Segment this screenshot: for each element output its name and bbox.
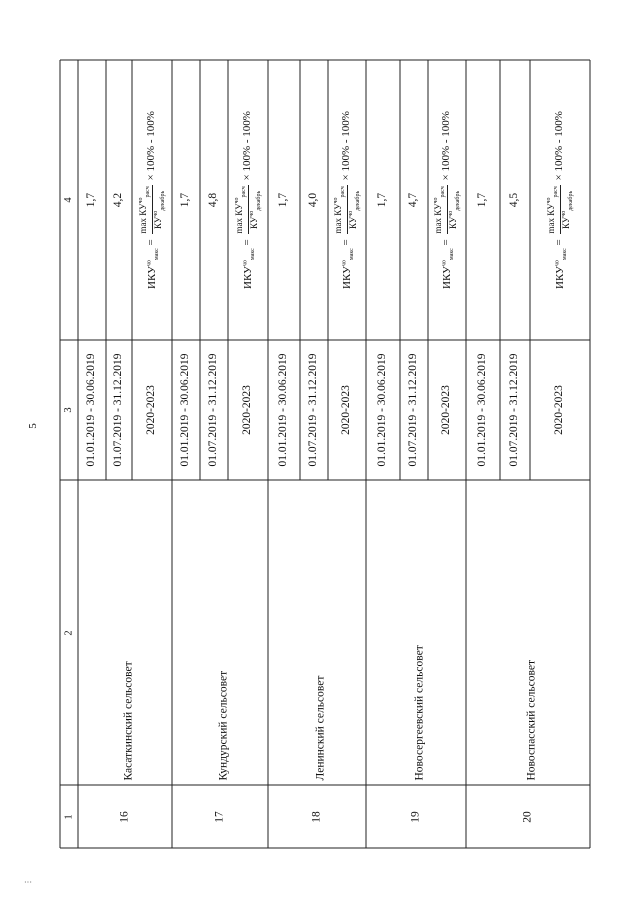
row-number-16: 16 xyxy=(118,810,131,823)
formula-cell xyxy=(228,60,268,340)
index-value: 1,7 xyxy=(179,192,192,208)
index-value: 1,7 xyxy=(376,192,389,208)
formula: $ИКУ^{чо}_{макс}$ = $\max КУ^{чо}_{расч}$ $КУ^{чо}_{декабрь}$ × 100% - 100% xyxy=(138,111,166,289)
municipality-name: Кундурский сельсовет xyxy=(217,670,230,780)
period-cell: 01.07.2019 - 31.12.2019 xyxy=(407,353,420,467)
formula-cell xyxy=(328,60,366,340)
period-cell: 01.01.2019 - 30.06.2019 xyxy=(277,353,290,467)
header-cell-2: 2 xyxy=(62,629,74,636)
page-number: 5 xyxy=(27,423,39,429)
formula: $ИКУ^{чо}_{макс}$ = $\max КУ^{чо}_{расч}$ $КУ^{чо}_{декабрь}$ × 100% - 100% xyxy=(433,111,461,289)
formula: $ИКУ^{чо}_{макс}$ = $\max КУ^{чо}_{расч}$ $КУ^{чо}_{декабрь}$ × 100% - 100% xyxy=(234,111,262,289)
index-value: 1,7 xyxy=(85,192,98,208)
header-cell-4: 4 xyxy=(62,197,74,203)
formula-cell xyxy=(530,60,590,340)
row-number-17: 17 xyxy=(213,810,226,823)
period-cell: 01.07.2019 - 31.12.2019 xyxy=(508,353,521,467)
row-number-19: 19 xyxy=(409,810,422,823)
index-value: 4,7 xyxy=(407,192,420,208)
period-cell: 2020-2023 xyxy=(241,385,254,435)
municipality-name: Новоспасский сельсовет xyxy=(525,659,538,780)
period-cell: 01.07.2019 - 31.12.2019 xyxy=(307,353,320,467)
formula: $ИКУ^{чо}_{макс}$ = $\max КУ^{чо}_{расч}$ $КУ^{чо}_{декабрь}$ × 100% - 100% xyxy=(546,111,574,289)
period-cell: 2020-2023 xyxy=(145,385,158,435)
scan-mark: ··· xyxy=(24,878,32,887)
municipality-name: Касаткинский сельсовет xyxy=(122,660,135,780)
period-cell: 2020-2023 xyxy=(440,385,453,435)
municipality-name: Ленинский сельсовет xyxy=(314,675,327,780)
formula-cell xyxy=(132,60,172,340)
index-value: 4,2 xyxy=(112,192,125,208)
formula: $ИКУ^{чо}_{макс}$ = $\max КУ^{чо}_{расч}$ $КУ^{чо}_{декабрь}$ × 100% - 100% xyxy=(333,111,361,289)
period-cell: 2020-2023 xyxy=(553,385,566,435)
period-cell: 01.01.2019 - 30.06.2019 xyxy=(85,353,98,467)
index-value: 1,7 xyxy=(476,192,489,208)
index-value: 4,0 xyxy=(307,192,320,208)
index-value: 4,8 xyxy=(207,192,220,208)
period-cell: 2020-2023 xyxy=(340,385,353,435)
index-value: 4,5 xyxy=(508,192,521,208)
header-cell-1: 1 xyxy=(62,813,74,820)
index-value: 1,7 xyxy=(277,192,290,208)
period-cell: 01.01.2019 - 30.06.2019 xyxy=(376,353,389,467)
row-number-20: 20 xyxy=(521,810,534,823)
period-cell: 01.07.2019 - 31.12.2019 xyxy=(112,353,125,467)
header-cell-3: 3 xyxy=(62,407,74,413)
period-cell: 01.07.2019 - 31.12.2019 xyxy=(207,353,220,467)
period-cell: 01.01.2019 - 30.06.2019 xyxy=(179,353,192,467)
municipality-name: Новосергеевский сельсовет xyxy=(413,644,426,780)
period-cell: 01.01.2019 - 30.06.2019 xyxy=(476,353,489,467)
row-number-18: 18 xyxy=(310,810,323,823)
formula-cell xyxy=(428,60,466,340)
